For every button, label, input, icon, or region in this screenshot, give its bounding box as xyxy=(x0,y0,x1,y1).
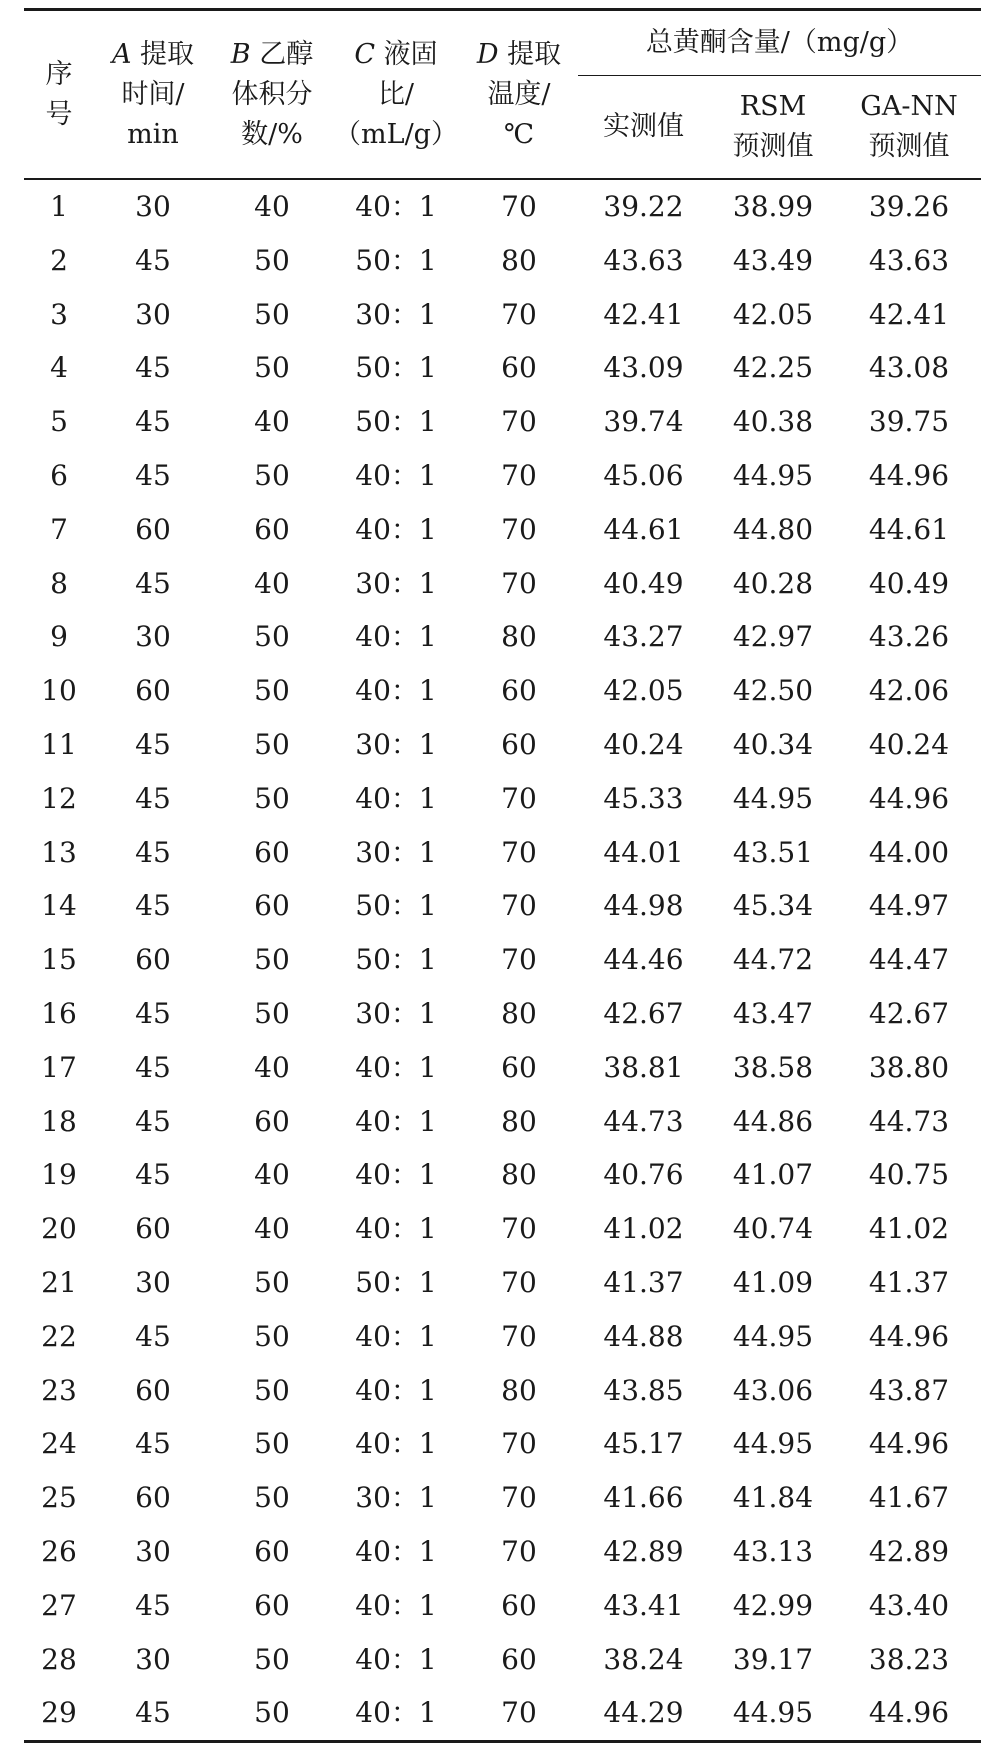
cell-b: 50 xyxy=(254,1642,290,1676)
cell-seq: 27 xyxy=(41,1588,77,1622)
cell-c: 50：1 xyxy=(355,405,437,439)
cell-seq: 23 xyxy=(41,1373,77,1407)
cell-c: 30：1 xyxy=(355,566,437,600)
cell-gann: 44.96 xyxy=(868,781,950,815)
cell-c: 50：1 xyxy=(355,243,437,277)
cell-measured: 45.06 xyxy=(603,458,684,492)
cell-seq: 19 xyxy=(41,1158,77,1192)
cell-c: 30：1 xyxy=(355,835,437,869)
table-row xyxy=(24,1148,981,1202)
table-row xyxy=(24,1579,981,1633)
cell-a: 45 xyxy=(135,889,171,923)
cell-rsm: 44.95 xyxy=(709,1686,837,1741)
cell-b: 50 xyxy=(254,620,290,654)
cell-gann: 42.06 xyxy=(868,674,950,708)
cell-measured: 44.29 xyxy=(578,1686,709,1741)
cell-measured: 39.74 xyxy=(603,405,684,439)
cell-measured: 43.27 xyxy=(603,620,684,654)
cell-a: 45 xyxy=(135,781,171,815)
cell-d: 70 xyxy=(501,297,537,331)
cell-d: 60 xyxy=(501,351,537,385)
cell-seq: 17 xyxy=(41,1050,77,1084)
cell-measured: 45.33 xyxy=(603,781,684,815)
cell-b: 50 xyxy=(254,1265,290,1299)
cell-gann: 44.96 xyxy=(868,1427,950,1461)
table-row xyxy=(24,1041,981,1095)
table-row xyxy=(24,772,981,826)
cell-b: 50 xyxy=(254,297,290,331)
cell-gann: 43.08 xyxy=(868,351,950,385)
cell-rsm: 43.47 xyxy=(732,996,814,1030)
data-table xyxy=(24,8,981,1743)
cell-rsm: 42.97 xyxy=(732,620,814,654)
cell-gann: 39.26 xyxy=(868,190,950,223)
cell-gann: 38.23 xyxy=(868,1642,950,1676)
cell-rsm: 44.95 xyxy=(732,1427,814,1461)
cell-seq: 11 xyxy=(41,727,77,761)
cell-d: 70 xyxy=(501,566,537,600)
table-row xyxy=(24,1417,981,1471)
cell-a: 60 xyxy=(135,1212,171,1246)
cell-seq: 28 xyxy=(41,1642,77,1676)
table-row xyxy=(24,234,981,288)
cell-measured: 40.49 xyxy=(603,566,684,600)
cell-c: 40：1 xyxy=(355,1158,437,1192)
cell-b: 50 xyxy=(212,1686,332,1741)
cell-measured: 41.37 xyxy=(603,1265,684,1299)
cell-a: 60 xyxy=(135,512,171,546)
cell-a: 45 xyxy=(135,1427,171,1461)
cell-seq: 25 xyxy=(41,1481,77,1515)
cell-gann: 44.61 xyxy=(868,512,950,546)
cell-a: 45 xyxy=(135,727,171,761)
table-row xyxy=(24,1633,981,1687)
cell-seq: 16 xyxy=(41,996,77,1030)
cell-b: 50 xyxy=(254,674,290,708)
header-measured: 实测值 xyxy=(603,111,684,142)
table-row xyxy=(24,879,981,933)
cell-b: 40 xyxy=(254,1050,290,1084)
cell-d: 80 xyxy=(501,1373,537,1407)
cell-rsm: 45.34 xyxy=(732,889,814,923)
cell-d: 70 xyxy=(501,405,537,439)
table-row xyxy=(24,503,981,557)
cell-d: 70 xyxy=(501,781,537,815)
cell-seq: 14 xyxy=(41,889,77,923)
cell-rsm: 44.95 xyxy=(732,781,814,815)
cell-b: 50 xyxy=(254,1427,290,1461)
cell-d: 70 xyxy=(501,458,537,492)
cell-measured: 39.22 xyxy=(603,190,684,223)
cell-seq: 20 xyxy=(41,1212,77,1246)
cell-gann: 42.67 xyxy=(868,996,950,1030)
cell-c: 40：1 xyxy=(355,1588,437,1622)
cell-measured: 45.17 xyxy=(603,1427,684,1461)
header-d-extraction-temp: D 提取 温度/ ℃ xyxy=(476,38,562,150)
cell-gann: 40.75 xyxy=(868,1158,950,1192)
cell-seq: 7 xyxy=(50,512,68,546)
cell-measured: 40.24 xyxy=(603,727,684,761)
cell-seq: 8 xyxy=(50,566,68,600)
cell-seq: 13 xyxy=(41,835,77,869)
cell-gann: 44.97 xyxy=(868,889,950,923)
cell-c: 30：1 xyxy=(355,1481,437,1515)
cell-d: 70 xyxy=(460,1686,578,1741)
cell-rsm: 40.34 xyxy=(732,727,814,761)
cell-a: 30 xyxy=(135,1642,171,1676)
cell-measured: 44.46 xyxy=(603,943,684,977)
cell-rsm: 43.13 xyxy=(732,1534,814,1568)
cell-b: 40 xyxy=(254,1158,290,1192)
cell-c: 40：1 xyxy=(355,1373,437,1407)
cell-gann: 38.80 xyxy=(868,1050,950,1084)
cell-a: 45 xyxy=(135,405,171,439)
cell-a: 45 xyxy=(135,351,171,385)
cell-measured: 44.73 xyxy=(603,1104,684,1138)
cell-b: 50 xyxy=(254,243,290,277)
table-row xyxy=(24,1310,981,1364)
cell-measured: 41.66 xyxy=(603,1481,684,1515)
table-row xyxy=(24,1686,981,1741)
cell-gann: 43.87 xyxy=(868,1373,950,1407)
cell-c: 50：1 xyxy=(355,889,437,923)
cell-gann: 42.89 xyxy=(868,1534,950,1568)
cell-gann: 43.26 xyxy=(868,620,950,654)
cell-gann: 44.96 xyxy=(837,1686,981,1741)
cell-b: 60 xyxy=(254,512,290,546)
cell-a: 45 xyxy=(135,458,171,492)
cell-a: 60 xyxy=(135,1481,171,1515)
cell-d: 70 xyxy=(501,835,537,869)
cell-d: 70 xyxy=(501,1212,537,1246)
cell-rsm: 38.58 xyxy=(732,1050,814,1084)
table-row xyxy=(24,179,981,234)
cell-a: 45 xyxy=(135,1104,171,1138)
table-row xyxy=(24,718,981,772)
cell-rsm: 42.50 xyxy=(732,674,814,708)
cell-rsm: 43.51 xyxy=(732,835,814,869)
cell-c: 30：1 xyxy=(355,297,437,331)
cell-rsm: 40.38 xyxy=(732,405,814,439)
cell-rsm: 44.95 xyxy=(732,1319,814,1353)
cell-gann: 43.40 xyxy=(868,1588,950,1622)
cell-b: 60 xyxy=(254,1104,290,1138)
cell-seq: 26 xyxy=(41,1534,77,1568)
header-b-ethanol-fraction: B 乙醇 体积分 数/% xyxy=(230,38,314,150)
cell-b: 50 xyxy=(254,1481,290,1515)
cell-d: 70 xyxy=(501,1265,537,1299)
cell-d: 80 xyxy=(501,1158,537,1192)
cell-b: 60 xyxy=(254,1588,290,1622)
cell-rsm: 41.09 xyxy=(732,1265,814,1299)
cell-measured: 43.09 xyxy=(603,351,684,385)
cell-c: 30：1 xyxy=(355,727,437,761)
cell-a: 45 xyxy=(135,835,171,869)
table-row xyxy=(24,395,981,449)
cell-c: 40：1 xyxy=(355,1427,437,1461)
cell-gann: 42.41 xyxy=(868,297,950,331)
cell-measured: 43.85 xyxy=(603,1373,684,1407)
cell-d: 70 xyxy=(501,512,537,546)
cell-a: 60 xyxy=(135,943,171,977)
cell-measured: 42.67 xyxy=(603,996,684,1030)
cell-c: 40：1 xyxy=(355,1212,437,1246)
cell-b: 60 xyxy=(254,889,290,923)
cell-a: 45 xyxy=(135,566,171,600)
table-row xyxy=(24,933,981,987)
cell-measured: 44.98 xyxy=(603,889,684,923)
cell-c: 50：1 xyxy=(355,943,437,977)
cell-c: 40：1 xyxy=(332,1686,460,1741)
cell-measured: 44.61 xyxy=(603,512,684,546)
cell-gann: 41.67 xyxy=(868,1481,950,1515)
cell-seq: 10 xyxy=(41,674,77,708)
table-row xyxy=(24,1471,981,1525)
table-row xyxy=(24,449,981,503)
header-total-flavonoids: 总黄酮含量/（mg/g） xyxy=(578,10,981,76)
cell-a: 45 xyxy=(94,1686,212,1741)
cell-rsm: 44.80 xyxy=(732,512,814,546)
cell-d: 70 xyxy=(501,1319,537,1353)
cell-measured: 44.01 xyxy=(603,835,684,869)
cell-seq: 29 xyxy=(24,1686,94,1741)
table-row xyxy=(24,664,981,718)
cell-rsm: 43.06 xyxy=(732,1373,814,1407)
cell-d: 60 xyxy=(501,674,537,708)
header-rsm-predicted: RSM 预测值 xyxy=(732,91,814,162)
cell-seq: 4 xyxy=(50,351,68,385)
cell-d: 70 xyxy=(501,1427,537,1461)
cell-b: 40 xyxy=(254,190,290,223)
header-seq: 序 号 xyxy=(45,58,73,130)
cell-d: 60 xyxy=(501,727,537,761)
cell-measured: 38.24 xyxy=(603,1642,684,1676)
cell-gann: 43.63 xyxy=(868,243,950,277)
table-row xyxy=(24,987,981,1041)
table-row xyxy=(24,557,981,611)
cell-gann: 40.24 xyxy=(868,727,950,761)
cell-d: 60 xyxy=(501,1050,537,1084)
table-row xyxy=(24,1256,981,1310)
cell-seq: 18 xyxy=(41,1104,77,1138)
cell-seq: 22 xyxy=(41,1319,77,1353)
cell-rsm: 42.25 xyxy=(732,351,814,385)
cell-rsm: 44.86 xyxy=(732,1104,814,1138)
cell-c: 40：1 xyxy=(355,458,437,492)
cell-measured: 43.41 xyxy=(603,1588,684,1622)
cell-seq: 2 xyxy=(50,243,68,277)
cell-gann: 44.96 xyxy=(868,458,950,492)
cell-a: 45 xyxy=(135,1050,171,1084)
cell-measured: 38.81 xyxy=(603,1050,684,1084)
cell-seq: 6 xyxy=(50,458,68,492)
cell-seq: 9 xyxy=(50,620,68,654)
header-a-extraction-time: A 提取 时间/ min xyxy=(111,38,195,150)
cell-rsm: 41.07 xyxy=(732,1158,814,1192)
table-row xyxy=(24,1202,981,1256)
cell-b: 50 xyxy=(254,1373,290,1407)
cell-b: 60 xyxy=(254,1534,290,1568)
cell-b: 60 xyxy=(254,835,290,869)
cell-a: 60 xyxy=(135,1373,171,1407)
cell-a: 30 xyxy=(135,1265,171,1299)
cell-d: 70 xyxy=(501,1534,537,1568)
cell-gann: 41.37 xyxy=(868,1265,950,1299)
cell-seq: 21 xyxy=(41,1265,77,1299)
cell-d: 70 xyxy=(501,190,537,223)
cell-d: 60 xyxy=(501,1588,537,1622)
cell-rsm: 38.99 xyxy=(732,190,814,223)
cell-c: 40：1 xyxy=(355,781,437,815)
cell-b: 50 xyxy=(254,943,290,977)
cell-a: 45 xyxy=(135,243,171,277)
cell-d: 60 xyxy=(501,1642,537,1676)
cell-a: 30 xyxy=(135,190,171,223)
cell-a: 30 xyxy=(135,1534,171,1568)
cell-c: 40：1 xyxy=(355,190,437,223)
cell-seq: 24 xyxy=(41,1427,77,1461)
cell-gann: 39.75 xyxy=(868,405,950,439)
cell-rsm: 44.95 xyxy=(732,458,814,492)
cell-d: 70 xyxy=(501,889,537,923)
cell-a: 45 xyxy=(135,996,171,1030)
cell-a: 45 xyxy=(135,1588,171,1622)
cell-seq: 5 xyxy=(50,405,68,439)
cell-d: 70 xyxy=(501,943,537,977)
cell-measured: 42.05 xyxy=(603,674,684,708)
cell-d: 80 xyxy=(501,620,537,654)
cell-rsm: 39.17 xyxy=(732,1642,814,1676)
cell-seq: 3 xyxy=(50,297,68,331)
cell-c: 40：1 xyxy=(355,1319,437,1353)
table-row xyxy=(24,288,981,342)
cell-a: 30 xyxy=(135,297,171,331)
cell-b: 50 xyxy=(254,458,290,492)
cell-gann: 44.96 xyxy=(868,1319,950,1353)
cell-rsm: 42.05 xyxy=(732,297,814,331)
cell-rsm: 40.74 xyxy=(732,1212,814,1246)
cell-measured: 40.76 xyxy=(603,1158,684,1192)
cell-b: 40 xyxy=(254,405,290,439)
cell-b: 50 xyxy=(254,781,290,815)
cell-b: 50 xyxy=(254,727,290,761)
cell-seq: 1 xyxy=(50,190,68,223)
cell-c: 40：1 xyxy=(355,620,437,654)
cell-c: 30：1 xyxy=(355,996,437,1030)
cell-b: 40 xyxy=(254,566,290,600)
cell-c: 40：1 xyxy=(355,1642,437,1676)
cell-b: 40 xyxy=(254,1212,290,1246)
cell-b: 50 xyxy=(254,996,290,1030)
cell-measured: 41.02 xyxy=(603,1212,684,1246)
cell-c: 40：1 xyxy=(355,674,437,708)
cell-seq: 15 xyxy=(41,943,77,977)
cell-gann: 40.49 xyxy=(868,566,950,600)
header-c-liquid-solid-ratio: C 液固 比/ （mL/g） xyxy=(334,38,458,150)
cell-b: 50 xyxy=(254,1319,290,1353)
table-body xyxy=(24,179,981,1742)
cell-c: 40：1 xyxy=(355,1104,437,1138)
cell-c: 40：1 xyxy=(355,1534,437,1568)
cell-a: 45 xyxy=(135,1319,171,1353)
cell-d: 80 xyxy=(501,1104,537,1138)
table-header xyxy=(24,10,981,180)
table-row xyxy=(24,610,981,664)
table-row xyxy=(24,1095,981,1149)
cell-gann: 44.47 xyxy=(868,943,950,977)
table-row xyxy=(24,341,981,395)
cell-gann: 44.73 xyxy=(868,1104,950,1138)
cell-measured: 42.41 xyxy=(603,297,684,331)
header-gann-predicted: GA-NN 预测值 xyxy=(860,91,958,162)
cell-gann: 44.00 xyxy=(868,835,950,869)
cell-a: 30 xyxy=(135,620,171,654)
cell-c: 40：1 xyxy=(355,512,437,546)
cell-a: 45 xyxy=(135,1158,171,1192)
cell-a: 60 xyxy=(135,674,171,708)
cell-d: 80 xyxy=(501,243,537,277)
cell-d: 80 xyxy=(501,996,537,1030)
cell-measured: 44.88 xyxy=(603,1319,684,1353)
cell-rsm: 43.49 xyxy=(732,243,814,277)
table-row xyxy=(24,1364,981,1418)
cell-d: 70 xyxy=(501,1481,537,1515)
cell-seq: 12 xyxy=(41,781,77,815)
cell-c: 40：1 xyxy=(355,1050,437,1084)
cell-measured: 42.89 xyxy=(603,1534,684,1568)
cell-rsm: 41.84 xyxy=(732,1481,814,1515)
cell-measured: 43.63 xyxy=(603,243,684,277)
cell-c: 50：1 xyxy=(355,351,437,385)
table-row xyxy=(24,1525,981,1579)
cell-rsm: 40.28 xyxy=(732,566,814,600)
cell-c: 50：1 xyxy=(355,1265,437,1299)
cell-gann: 41.02 xyxy=(868,1212,950,1246)
cell-rsm: 44.72 xyxy=(732,943,814,977)
cell-b: 50 xyxy=(254,351,290,385)
cell-rsm: 42.99 xyxy=(732,1588,814,1622)
table-row xyxy=(24,826,981,880)
